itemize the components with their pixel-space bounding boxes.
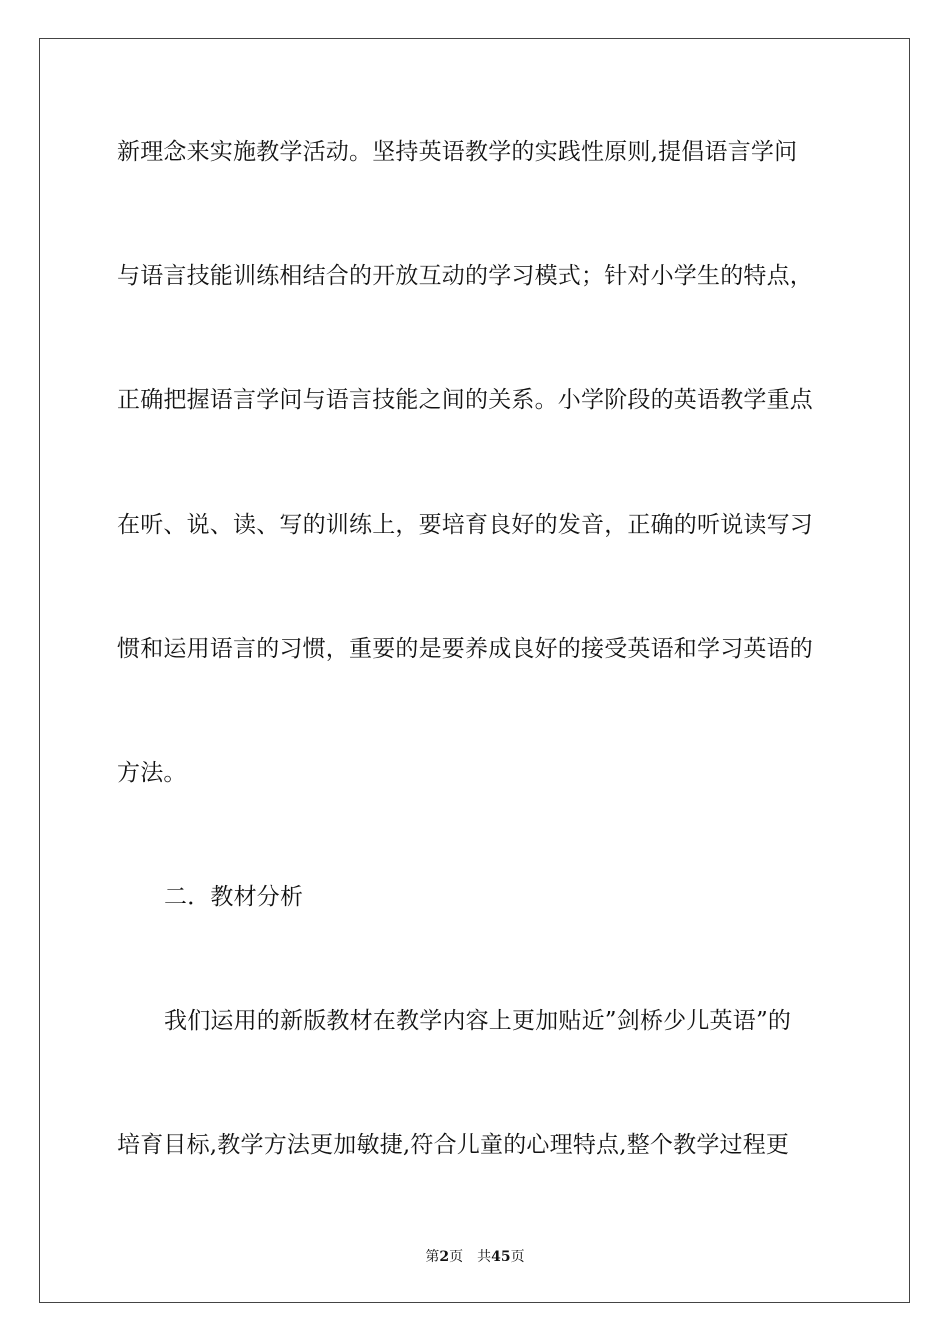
total-pages: 45 bbox=[491, 1249, 511, 1265]
page-suffix: 页 bbox=[449, 1249, 464, 1265]
body-line-7: 我们运用的新版教材在教学内容上更加贴近”剑桥少儿英语”的 bbox=[164, 1008, 792, 1034]
body-line-3: 正确把握语言学问与语言技能之间的关系。小学阶段的英语教学重点 bbox=[117, 387, 813, 413]
body-line-5: 惯和运用语言的习惯，重要的是要养成良好的接受英语和学习英语的 bbox=[117, 636, 813, 662]
page-footer bbox=[0, 1248, 950, 1266]
body-line-8: 培育目标,教学方法更加敏捷,符合儿童的心理特点,整个教学过程更 bbox=[117, 1132, 790, 1158]
page-prefix: 第 bbox=[425, 1249, 440, 1265]
body-line-1: 新理念来实施教学活动。坚持英语教学的实践性原则,提倡语言学问 bbox=[117, 139, 798, 165]
section-heading: 二．教材分析 bbox=[164, 884, 304, 910]
total-prefix: 共 bbox=[477, 1249, 492, 1265]
page-number: 2 bbox=[439, 1249, 450, 1265]
total-suffix: 页 bbox=[510, 1249, 525, 1265]
page-frame bbox=[39, 38, 910, 1303]
body-line-2: 与语言技能训练相结合的开放互动的学习模式；针对小学生的特点， bbox=[117, 263, 813, 289]
body-line-4: 在听、说、读、写的训练上，要培育良好的发音，正确的听说读写习 bbox=[117, 512, 813, 538]
body-line-6: 方法。 bbox=[117, 760, 187, 786]
